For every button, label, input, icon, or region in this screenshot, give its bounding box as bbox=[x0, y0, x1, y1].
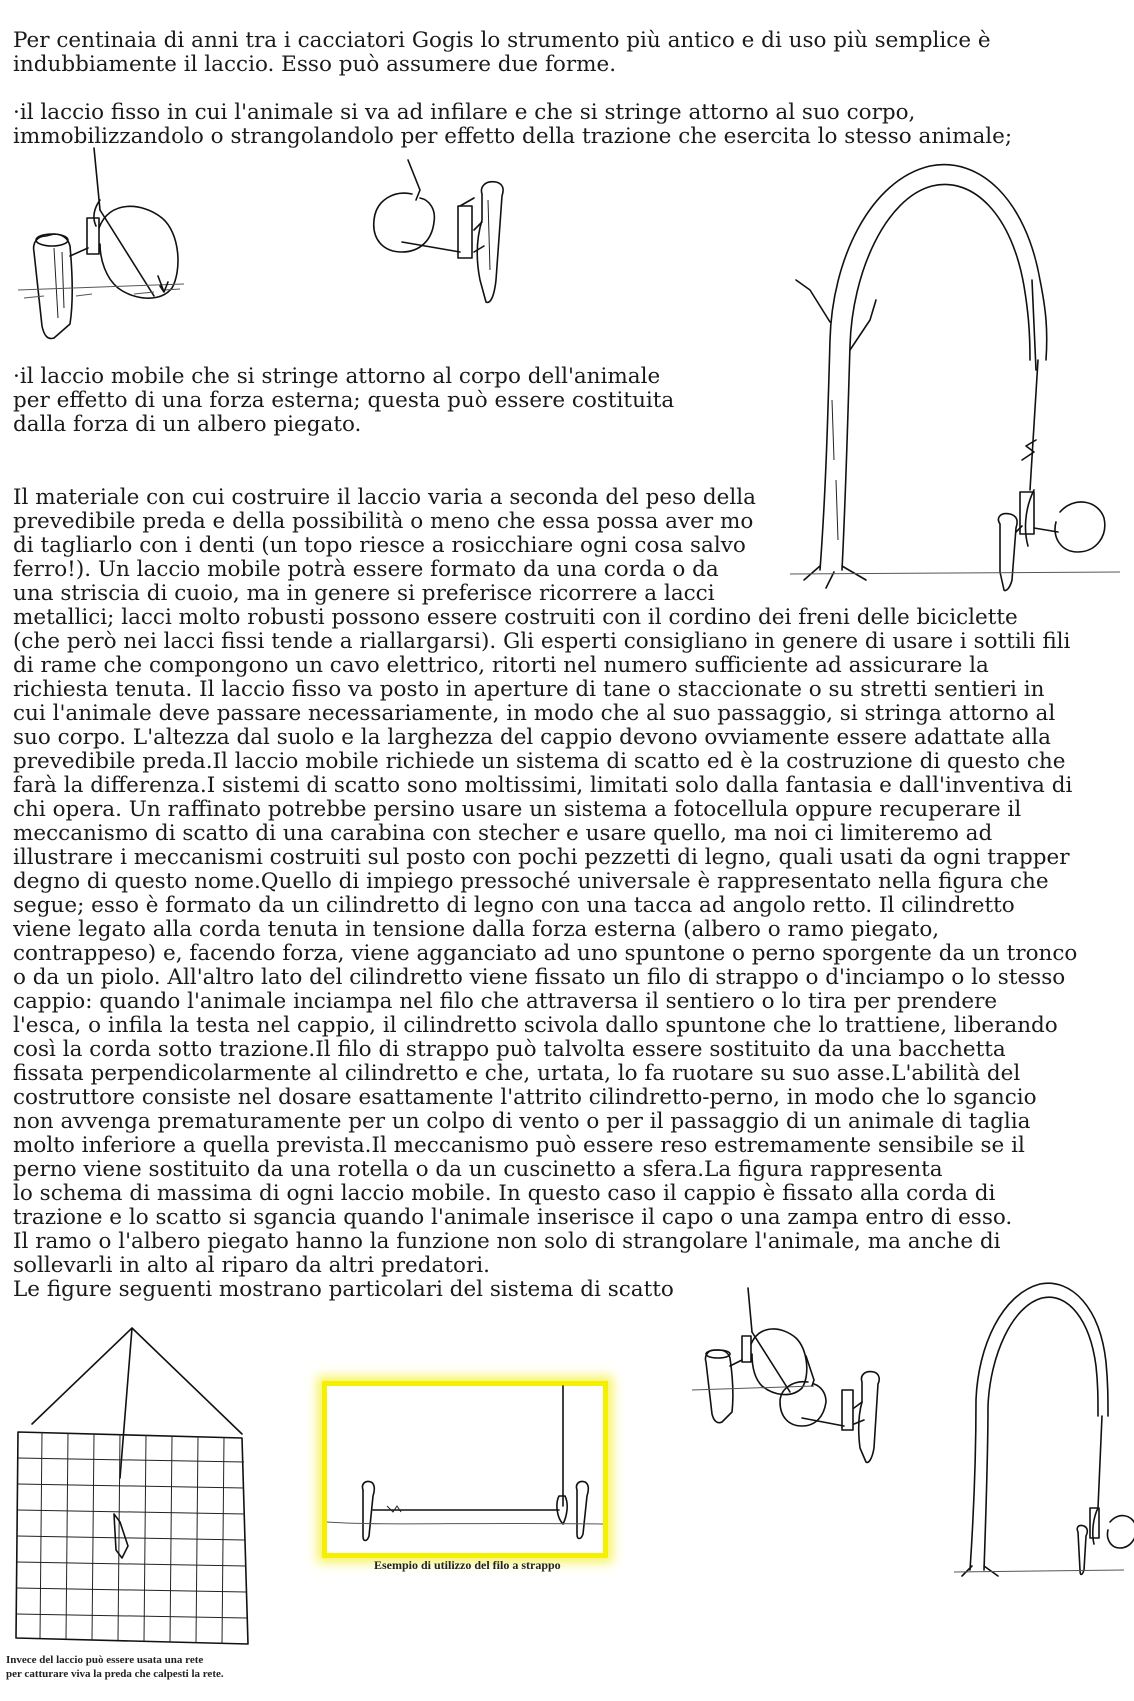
body-line: (che però nei lacci fissi tende a riallargarsi). Gli esperti consigliano in genere di usare i sottili fili bbox=[13, 629, 1071, 654]
body-line: l'esca, o infila la testa nel cappio, il cilindretto scivola dallo spuntone che lo trattiene, liberando bbox=[13, 1013, 1058, 1038]
snare-carved-stake-small-illustration bbox=[778, 1356, 908, 1486]
bent-tree-snare-small-illustration bbox=[954, 1280, 1124, 1590]
body-line: illustrare i meccanismi costruiti sul posto con pochi pezzetti di legno, quali usati da ogni trapper bbox=[13, 845, 1070, 870]
body-line: suo corpo. L'altezza dal suolo e la larghezza del cappio devono ovviamente essere adattate alla bbox=[13, 725, 1051, 750]
capture-net-illustration bbox=[12, 1328, 252, 1648]
body-line: Il ramo o l'albero piegato hanno la funzione non solo di strangolare l'animale, ma anche di bbox=[13, 1229, 1001, 1254]
tripwire-caption: Esempio di utilizzo del filo a strappo bbox=[374, 1558, 561, 1572]
body-line: di rame che compongono un cavo elettrico, ritorti nel numero sufficiente ad assicurare la bbox=[13, 653, 989, 678]
body-line: prevedibile preda.Il laccio mobile richiede un sistema di scatto ed è la costruzione di questo che bbox=[13, 749, 1066, 774]
snare-carved-stake-illustration bbox=[372, 160, 542, 330]
body-line: meccanismo di scatto di una carabina con stecher e usare quello, ma noi ci limiteremo ad bbox=[13, 821, 993, 846]
body-line: fissata perpendicolarmente al cilindretto e che, urtata, lo fa ruotare su suo asse.L'abilità del bbox=[13, 1061, 1021, 1086]
body-line: lo schema di massima di ogni laccio mobile. In questo caso il cappio è fissato alla corda di bbox=[13, 1181, 996, 1206]
body-line: ferro!). Un laccio mobile potrà essere formato da una corda o da bbox=[13, 557, 719, 582]
fixed-snare-post-illustration bbox=[14, 148, 194, 358]
bent-tree-snare-illustration bbox=[790, 160, 1120, 610]
body-line: o da un piolo. All'altro lato del cilindretto viene fissato un filo di strappo o d'inciampo o lo stesso bbox=[13, 965, 1066, 990]
mobile-snare-line-2: per effetto di una forza esterna; questa può essere costituita bbox=[13, 388, 675, 413]
intro-line-1: Per centinaia di anni tra i cacciatori Gogis lo strumento più antico e di uso più semplice è bbox=[13, 28, 991, 53]
body-line: di tagliarlo con i denti (un topo riesce a rosicchiare ogni cosa salvo bbox=[13, 533, 746, 558]
fixed-snare-line-1: ·il laccio fisso in cui l'animale si va ad infilare e che si stringe attorno al suo corpo, bbox=[13, 100, 916, 125]
intro-line-2: indubbiamente il laccio. Esso può assumere due forme. bbox=[13, 52, 617, 77]
body-line: metallici; lacci molto robusti possono essere costruiti con il cordino dei freni delle biciclette bbox=[13, 605, 1018, 630]
body-line: farà la differenza.I sistemi di scatto sono moltissimi, limitati solo dalla fantasia e dall'inventiva di bbox=[13, 773, 1073, 798]
tripwire-illustration bbox=[327, 1386, 603, 1553]
fixed-snare-line-2: immobilizzandolo o strangolandolo per effetto della trazione che esercita lo stesso animale; bbox=[13, 124, 1013, 149]
net-caption-line-2: per catturare viva la preda che calpesti la rete. bbox=[6, 1668, 224, 1680]
tripwire-figure-frame bbox=[322, 1381, 608, 1558]
body-line: Le figure seguenti mostrano particolari del sistema di scatto bbox=[13, 1277, 674, 1302]
mobile-snare-line-3: dalla forza di un albero piegato. bbox=[13, 412, 362, 437]
body-line: chi opera. Un raffinato potrebbe persino usare un sistema a fotocellula oppure recuperare il bbox=[13, 797, 1022, 822]
body-line: molto inferiore a quella prevista.Il meccanismo può essere reso estremamente sensibile se il bbox=[13, 1133, 1025, 1158]
body-line: richiesta tenuta. Il laccio fisso va posto in aperture di tane o staccionate o su stretti sentieri in bbox=[13, 677, 1045, 702]
body-line: cui l'animale deve passare necessariamente, in modo che al suo passaggio, si stringa attorno al bbox=[13, 701, 1056, 726]
body-line: contrappeso) e, facendo forza, viene agganciato ad uno spuntone o perno sporgente da un tronco bbox=[13, 941, 1078, 966]
body-line: sollevarli in alto al riparo da altri predatori. bbox=[13, 1253, 490, 1278]
body-line: una striscia di cuoio, ma in genere si preferisce ricorrere a lacci bbox=[13, 581, 715, 606]
body-line: viene legato alla corda tenuta in tensione dalla forza esterna (albero o ramo piegato, bbox=[13, 917, 940, 942]
body-line: segue; esso è formato da un cilindretto di legno con una tacca ad angolo retto. Il cilindretto bbox=[13, 893, 1015, 918]
mobile-snare-line-1: ·il laccio mobile che si stringe attorno al corpo dell'animale bbox=[13, 364, 661, 389]
body-line: non avvenga prematuramente per un colpo di vento o per il passaggio di un animale di taglia bbox=[13, 1109, 1031, 1134]
body-line: così la corda sotto trazione.Il filo di strappo può talvolta essere sostituito da una bacchetta bbox=[13, 1037, 1006, 1062]
body-line: degno di questo nome.Quello di impiego pressoché universale è rappresentato nella figura che bbox=[13, 869, 1049, 894]
body-line: costruttore consiste nel dosare esattamente l'attrito cilindretto-perno, in modo che lo sgancio bbox=[13, 1085, 1037, 1110]
body-line: Il materiale con cui costruire il laccio varia a seconda del peso della bbox=[13, 485, 756, 510]
body-line: prevedibile preda e della possibilità o meno che essa possa aver mo bbox=[13, 509, 754, 534]
body-line: perno viene sostituito da una rotella o da un cuscinetto a sfera.La figura rappresenta bbox=[13, 1157, 943, 1182]
body-line: trazione e lo scatto si sgancia quando l'animale inserisce il capo o una zampa entro di esso. bbox=[13, 1205, 1013, 1230]
body-line: cappio: quando l'animale inciampa nel filo che attraversa il sentiero o lo tira per prendere bbox=[13, 989, 998, 1014]
net-caption-line-1: Invece del laccio può essere usata una rete bbox=[6, 1654, 204, 1666]
